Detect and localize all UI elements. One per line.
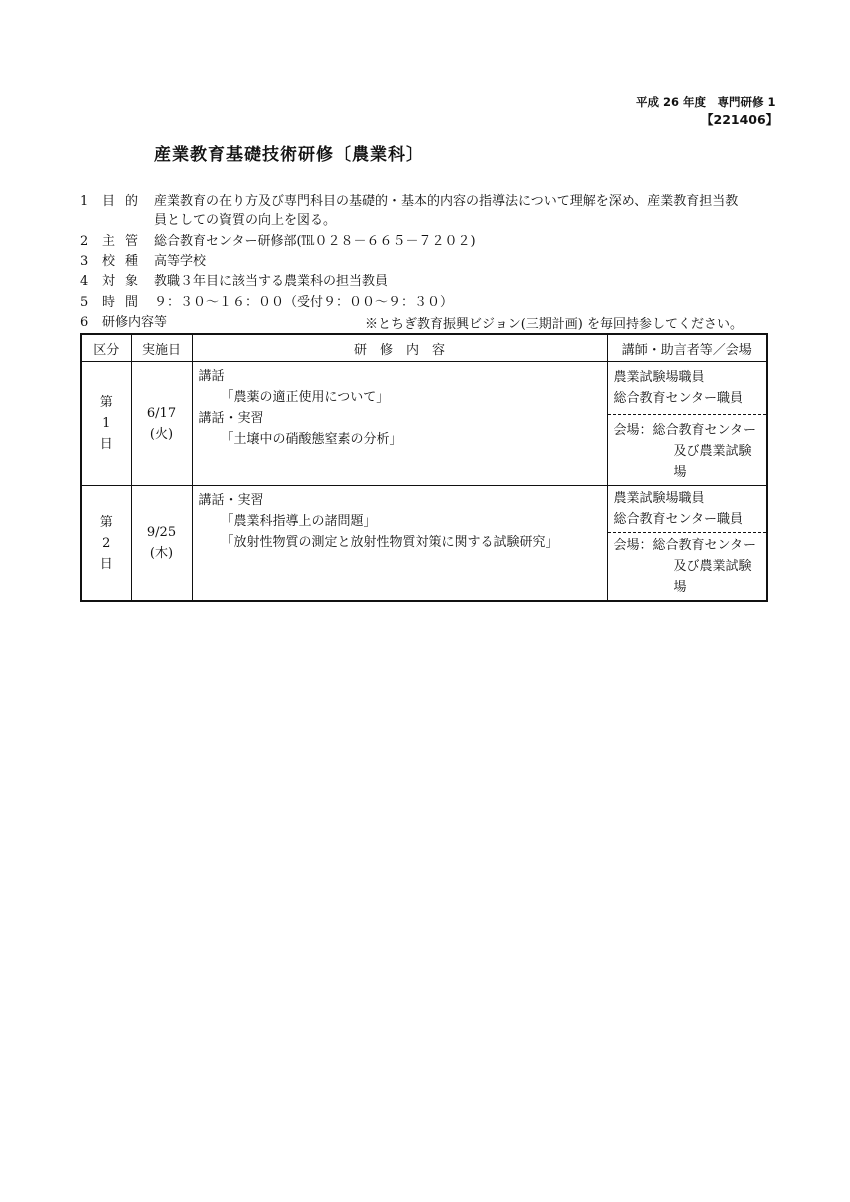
day-char: 第 [99,395,113,410]
day-char: 日 [99,437,113,452]
lecturers-list [608,486,767,533]
item-number: 1 [80,194,89,209]
venue-line: 会場：総合教育センター [613,423,756,438]
item-content-heading [80,313,167,332]
lecturer: 総合教育センター職員 [613,391,743,406]
course-code: 【221406】 [701,112,779,127]
content-line: 「農薬の適正使用について」 [220,390,390,405]
day-char: 日 [99,556,113,572]
item-purpose-cont: 員としての資質の向上を図る。 [154,213,337,228]
item-text: 産業教育の在り方及び専門科目の基礎的・基本的内容の指導法について理解を深め、産業教育担当教 [154,194,739,209]
date-value: 9/25 [146,525,177,540]
day-label [81,362,131,486]
session-date [131,362,192,486]
header-date: 実施日 [131,334,192,362]
item-number: 5 [80,295,89,310]
session-date [131,486,192,602]
date-value: 6/17 [146,405,177,421]
table-row [81,486,767,602]
header-division: 区分 [81,334,131,362]
lecturers-cell [607,362,767,486]
content-line: 講話・実習 [198,411,264,426]
item-label: 対象 [102,274,149,289]
lecturer: 農業試験場職員 [613,370,705,385]
bring-vision-note: ※とちぎ教育振興ビジョン(三期計画) を毎回持参してください。 [365,317,744,332]
item-purpose [80,192,738,211]
day-number: 2 [102,535,111,551]
table-header-row [81,334,767,362]
item-number: 2 [80,234,89,249]
page-title: 産業教育基礎技術研修〔農業科〕 [154,145,424,165]
lecturers-list [608,362,767,415]
day-char: 第 [99,514,113,530]
session-content [192,362,607,486]
item-label: 主管 [102,234,149,249]
item-number: 3 [80,254,89,269]
content-line: 「土壌中の硝酸態窒素の分析」 [220,432,403,447]
venue-line: 及び農業試験場 [673,444,752,480]
lecturer: 農業試験場職員 [613,491,705,506]
item-label: 研修内容等 [102,315,168,330]
item-label: 校種 [102,254,149,269]
item-label: 目的 [102,194,149,209]
item-text: ９：３０～１６：００（受付９：００～９：３０） [154,295,454,310]
weekday-value: (火) [149,426,174,442]
header-lecturers: 講師・助言者等／会場 [607,334,767,362]
item-number: 4 [80,274,89,289]
content-line: 講話 [198,369,225,384]
content-line: 「放射性物質の測定と放射性物質対策に関する試験研究」 [220,535,559,550]
day-label [81,486,131,602]
header-content: 研 修 内 容 [192,334,607,362]
item-school-type [80,252,206,271]
schedule-table [80,333,768,602]
item-number: 6 [80,315,89,330]
item-label: 時間 [102,295,149,310]
item-organizer [80,232,476,251]
item-text: 総合教育センター研修部(℡０２８－６６５－７２０２) [154,234,476,249]
venue [608,533,767,600]
venue-line: 会場：総合教育センター [613,538,756,553]
session-content [192,486,607,602]
content-line: 講話・実習 [198,493,264,508]
lecturer: 総合教育センター職員 [613,512,743,527]
table-row [81,362,767,486]
fiscal-year-label: 平成 26 年度 専門研修 1 [636,95,776,109]
weekday-value: (木) [149,546,174,561]
venue [608,415,767,485]
item-target [80,272,388,291]
lecturers-cell [607,486,767,602]
item-time [80,293,453,312]
item-text: 教職３年目に該当する農業科の担当教員 [154,274,389,289]
venue-line: 及び農業試験場 [673,559,752,595]
item-text: 高等学校 [154,254,207,269]
content-line: 「農業科指導上の諸問題」 [220,514,377,529]
day-number: 1 [102,416,111,431]
